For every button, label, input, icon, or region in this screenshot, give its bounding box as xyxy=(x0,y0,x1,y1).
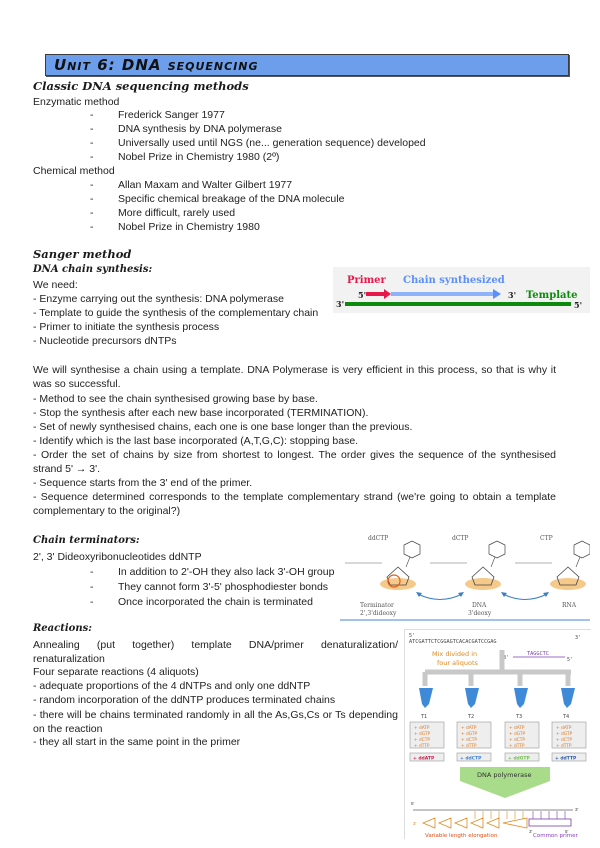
svg-text:+ dTTP: + dTTP xyxy=(414,744,430,749)
elongation-fragments xyxy=(423,818,527,828)
primer-template-figure xyxy=(333,267,590,313)
primer-label: Primer xyxy=(347,275,386,286)
svg-text:+ dTTP: + dTTP xyxy=(461,744,477,749)
reaction-line: - random incorporation of the ddNTP produces terminated chains xyxy=(33,694,336,706)
step-item: - Stop the synthesis after each new base incorporated (TERMINATION). xyxy=(33,407,369,419)
need-item: - Enzyme carrying out the synthesis: DNA polymerase xyxy=(33,293,284,305)
template-strand xyxy=(345,302,571,306)
tube-icon xyxy=(465,688,479,708)
chain-synthesized-label: Chain synthesized xyxy=(403,275,505,286)
template-label: Template xyxy=(526,290,578,301)
tube-icon xyxy=(514,688,528,708)
reactions-heading: Reactions: xyxy=(33,623,92,634)
comparison-arrow xyxy=(418,594,462,600)
step-item: - Sequence determined corresponds to the template complementary strand (we're going to obtain a template complementary to the original?) xyxy=(33,491,556,517)
svg-text:+ dGTP: + dGTP xyxy=(414,732,431,737)
tube-label: T1 xyxy=(421,714,428,720)
enzymatic-method-label: Enzymatic method xyxy=(33,96,120,108)
reaction-line: Annealing (put together) template DNA/primer denaturalization/ renaturalization xyxy=(33,639,398,665)
ddntp-label: + ddTTP xyxy=(555,756,577,762)
ddntp-label: + ddCTP xyxy=(460,756,482,762)
svg-text:3': 3' xyxy=(575,807,579,812)
comparison-arrow xyxy=(503,594,547,600)
ctp-label: CTP xyxy=(540,535,553,542)
tube-label: T4 xyxy=(563,714,570,720)
primer-5-end: 5' xyxy=(358,290,367,300)
deoxy-caption: 3'deoxy xyxy=(468,610,492,617)
nucleotide-structures-diagram xyxy=(340,527,590,619)
svg-text:+ dCTP: + dCTP xyxy=(414,738,430,743)
nucleotides-figure xyxy=(340,527,590,621)
unit-title-bar xyxy=(45,54,569,76)
need-item: - Nucleotide precursors dNTPs xyxy=(33,335,177,347)
we-need-label: We need: xyxy=(33,279,78,291)
svg-text:5': 5' xyxy=(409,633,416,639)
step-item: - Identify which is the last base incorporated (A,T,G,C): stopping base. xyxy=(33,435,359,447)
svg-text:+ dATP: + dATP xyxy=(414,726,430,731)
chain-terminators-heading: Chain terminators: xyxy=(33,535,140,546)
ddntp-label: + ddGTP xyxy=(508,756,530,762)
step-item: - Method to see the chain synthesised growing base by base. xyxy=(33,393,318,405)
svg-text:3': 3' xyxy=(503,655,510,661)
dna-caption: DNA xyxy=(472,602,487,609)
common-primer-label: Common primer xyxy=(533,833,578,839)
sanger-method-heading: Sanger method xyxy=(33,247,132,261)
svg-text:+ dATP: + dATP xyxy=(556,726,572,731)
chemical-method-label: Chemical method xyxy=(33,165,115,177)
primer-template-diagram xyxy=(333,267,590,313)
tube-icon xyxy=(561,688,575,708)
svg-text:Mix divided in: Mix divided in xyxy=(432,650,478,658)
dctp-label: dCTP xyxy=(452,535,469,542)
tube-label: T2 xyxy=(468,714,475,720)
chain-3-end: 3' xyxy=(508,290,517,300)
svg-text:four aliquots: four aliquots xyxy=(437,659,478,667)
svg-text:+ dGTP: + dGTP xyxy=(556,732,573,737)
rna-caption: RNA xyxy=(562,602,577,609)
sanger-reaction-diagram xyxy=(405,630,591,839)
ddctp-label: ddCTP xyxy=(368,535,389,542)
common-primer-block xyxy=(529,819,571,826)
chain-arrow xyxy=(391,292,495,296)
elongation-label: Variable length elongation xyxy=(425,833,498,839)
need-item: - Primer to initiate the synthesis process xyxy=(33,321,220,333)
svg-text:5': 5' xyxy=(565,829,569,834)
need-item: - Template to guide the synthesis of the complementary chain xyxy=(33,307,319,319)
template-3-end: 3' xyxy=(336,299,345,309)
step-item: - Sequence starts from the 3' end of the primer. xyxy=(33,477,253,489)
classic-methods-heading: Classic DNA sequencing methods xyxy=(33,79,249,93)
svg-text:+ dATP: + dATP xyxy=(509,726,525,731)
svg-text:+ dCTP: + dCTP xyxy=(556,738,572,743)
svg-text:+ dGTP: + dGTP xyxy=(461,732,478,737)
ddntp-label: + ddATP xyxy=(413,756,435,762)
svg-text:3': 3' xyxy=(413,821,417,826)
svg-text:+ dCTP: + dCTP xyxy=(509,738,525,743)
reaction-line: - there will be chains terminated randomly in all the As,Gs,Cs or Ts depending on the reaction xyxy=(33,709,398,735)
chain-synthesis-heading: DNA chain synthesis: xyxy=(33,264,153,275)
reaction-line: - they all start in the same point in the primer xyxy=(33,736,241,748)
tube-icon xyxy=(419,688,433,708)
terminators-intro: 2', 3' Dideoxyribonucleotides ddNTP xyxy=(33,551,202,563)
primer-arrow xyxy=(366,292,384,296)
svg-text:+ dTTP: + dTTP xyxy=(509,744,525,749)
page-title: Unit 6: DNA sequencing xyxy=(54,56,259,74)
dideoxy-caption: 2',3'dideoxy xyxy=(360,610,397,617)
template-sequence: ATCGATTCTCGGAGTCACACGATCCGAG xyxy=(409,639,497,645)
svg-text:5': 5' xyxy=(411,801,415,806)
svg-text:5': 5' xyxy=(567,657,574,663)
step-item: - Set of newly synthesised chains, each one is one base longer than the previous. xyxy=(33,421,413,433)
svg-text:3': 3' xyxy=(529,829,533,834)
svg-text:3': 3' xyxy=(575,635,582,641)
primer-sequence: TAGGCTC xyxy=(527,651,549,657)
synthesis-paragraph: We will synthesise a chain using a template. DNA Polymerase is very efficient in this process, so that is why it was so successful. xyxy=(33,364,556,390)
svg-text:+ dCTP: + dCTP xyxy=(461,738,477,743)
step-item: - Order the set of chains by size from shortest to longest. The order gives the sequence of the synthesised strand 5' → 3'. xyxy=(33,449,556,475)
svg-text:+ dATP: + dATP xyxy=(461,726,477,731)
tube-label: T3 xyxy=(516,714,523,720)
sanger-reaction-figure xyxy=(404,629,591,839)
svg-text:+ dTTP: + dTTP xyxy=(556,744,572,749)
template-5-end: 5' xyxy=(574,300,583,310)
svg-text:+ dGTP: + dGTP xyxy=(509,732,526,737)
reaction-line: - adequate proportions of the 4 dNTPs and only one ddNTP xyxy=(33,680,311,692)
terminator-caption: Terminator xyxy=(360,602,394,609)
reaction-line: Four separate reactions (4 aliquots) xyxy=(33,666,199,678)
polymerase-label: DNA polymerase xyxy=(477,771,532,779)
